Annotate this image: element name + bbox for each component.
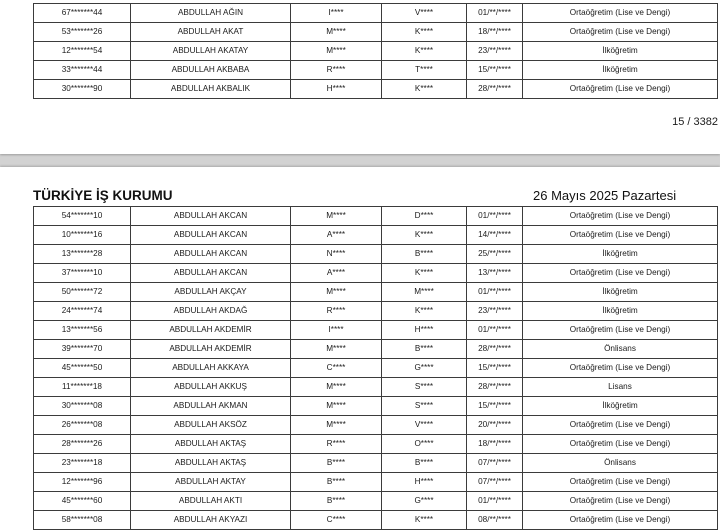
full-name-cell: ABDULLAH AKCAN [131, 264, 291, 283]
full-name-cell: ABDULLAH AKTAŞ [131, 435, 291, 454]
birth-date-cell: 01/**/**** [467, 283, 523, 302]
full-name-cell: ABDULLAH AKMAN [131, 397, 291, 416]
id-number-cell: 13*******56 [34, 321, 131, 340]
education-cell: İlköğretim [523, 61, 718, 80]
full-name-cell: ABDULLAH AKSÖZ [131, 416, 291, 435]
mother-name-cell: M**** [382, 283, 467, 302]
mother-name-cell: K**** [382, 302, 467, 321]
mother-name-cell: S**** [382, 397, 467, 416]
birth-date-cell: 07/**/**** [467, 473, 523, 492]
education-cell: Ortaöğretim (Lise ve Dengi) [523, 321, 718, 340]
table-row [34, 511, 718, 530]
education-cell: Ortaöğretim (Lise ve Dengi) [523, 511, 718, 530]
birth-date-cell: 20/**/**** [467, 416, 523, 435]
full-name-cell: ABDULLAH AKATAY [131, 42, 291, 61]
education-cell: İlköğretim [523, 245, 718, 264]
table-row [34, 454, 718, 473]
father-name-cell: M**** [291, 340, 382, 359]
id-number-cell: 53*******26 [34, 23, 131, 42]
birth-date-cell: 23/**/**** [467, 42, 523, 61]
education-cell: Önlisans [523, 340, 718, 359]
mother-name-cell: G**** [382, 492, 467, 511]
father-name-cell: I**** [291, 4, 382, 23]
mother-name-cell: O**** [382, 435, 467, 454]
father-name-cell: R**** [291, 435, 382, 454]
mother-name-cell: H**** [382, 321, 467, 340]
id-number-cell: 54*******10 [34, 207, 131, 226]
education-cell: Ortaöğretim (Lise ve Dengi) [523, 416, 718, 435]
father-name-cell: M**** [291, 23, 382, 42]
full-name-cell: ABDULLAH AKAT [131, 23, 291, 42]
full-name-cell: ABDULLAH AKYAZI [131, 511, 291, 530]
birth-date-cell: 01/**/**** [467, 321, 523, 340]
mother-name-cell: V**** [382, 4, 467, 23]
full-name-cell: ABDULLAH AKDEMİR [131, 340, 291, 359]
father-name-cell: B**** [291, 473, 382, 492]
full-name-cell: ABDULLAH AKÇAY [131, 283, 291, 302]
mother-name-cell: V**** [382, 416, 467, 435]
table-row [34, 42, 718, 61]
birth-date-cell: 15/**/**** [467, 61, 523, 80]
education-cell: İlköğretim [523, 302, 718, 321]
father-name-cell: A**** [291, 264, 382, 283]
id-number-cell: 28*******26 [34, 435, 131, 454]
father-name-cell: N**** [291, 245, 382, 264]
father-name-cell: M**** [291, 416, 382, 435]
father-name-cell: R**** [291, 61, 382, 80]
full-name-cell: ABDULLAH AKTAŞ [131, 454, 291, 473]
id-number-cell: 12*******96 [34, 473, 131, 492]
birth-date-cell: 01/**/**** [467, 492, 523, 511]
education-cell: Ortaöğretim (Lise ve Dengi) [523, 492, 718, 511]
father-name-cell: A**** [291, 226, 382, 245]
table-row [34, 435, 718, 454]
mother-name-cell: B**** [382, 454, 467, 473]
table-row [34, 378, 718, 397]
id-number-cell: 12*******54 [34, 42, 131, 61]
full-name-cell: ABDULLAH AKBABA [131, 61, 291, 80]
table-row [34, 23, 718, 42]
records-table [33, 206, 718, 530]
birth-date-cell: 13/**/**** [467, 264, 523, 283]
education-cell: Ortaöğretim (Lise ve Dengi) [523, 264, 718, 283]
education-cell: Lisans [523, 378, 718, 397]
birth-date-cell: 23/**/**** [467, 302, 523, 321]
table-row [34, 4, 718, 23]
table-row [34, 283, 718, 302]
page-number: 15 / 3382 [672, 116, 718, 128]
father-name-cell: M**** [291, 378, 382, 397]
birth-date-cell: 18/**/**** [467, 23, 523, 42]
education-cell: Ortaöğretim (Lise ve Dengi) [523, 359, 718, 378]
birth-date-cell: 28/**/**** [467, 378, 523, 397]
table-row [34, 492, 718, 511]
education-cell: Ortaöğretim (Lise ve Dengi) [523, 80, 718, 99]
organization-title: TÜRKİYE İŞ KURUMU [33, 188, 173, 203]
table-row [34, 473, 718, 492]
father-name-cell: I**** [291, 321, 382, 340]
full-name-cell: ABDULLAH AKTI [131, 492, 291, 511]
id-number-cell: 45*******50 [34, 359, 131, 378]
table-row [34, 321, 718, 340]
mother-name-cell: K**** [382, 511, 467, 530]
table-row [34, 397, 718, 416]
report-date: 26 Mayıs 2025 Pazartesi [533, 188, 677, 203]
id-number-cell: 24*******74 [34, 302, 131, 321]
table-row [34, 207, 718, 226]
birth-date-cell: 28/**/**** [467, 80, 523, 99]
pdf-page-lower [0, 167, 720, 530]
table-row [34, 80, 718, 99]
full-name-cell: ABDULLAH AKKAYA [131, 359, 291, 378]
father-name-cell: C**** [291, 511, 382, 530]
father-name-cell: H**** [291, 80, 382, 99]
birth-date-cell: 15/**/**** [467, 397, 523, 416]
birth-date-cell: 01/**/**** [467, 4, 523, 23]
education-cell: Önlisans [523, 454, 718, 473]
education-cell: Ortaöğretim (Lise ve Dengi) [523, 226, 718, 245]
education-cell: İlköğretim [523, 397, 718, 416]
birth-date-cell: 15/**/**** [467, 359, 523, 378]
education-cell: Ortaöğretim (Lise ve Dengi) [523, 435, 718, 454]
table-row [34, 61, 718, 80]
mother-name-cell: D**** [382, 207, 467, 226]
pdf-page-upper [0, 0, 720, 154]
id-number-cell: 30*******08 [34, 397, 131, 416]
id-number-cell: 10*******16 [34, 226, 131, 245]
father-name-cell: C**** [291, 359, 382, 378]
id-number-cell: 33*******44 [34, 61, 131, 80]
table-row [34, 226, 718, 245]
father-name-cell: B**** [291, 492, 382, 511]
mother-name-cell: T**** [382, 61, 467, 80]
id-number-cell: 11*******18 [34, 378, 131, 397]
table-row [34, 416, 718, 435]
mother-name-cell: H**** [382, 473, 467, 492]
full-name-cell: ABDULLAH AKDEMİR [131, 321, 291, 340]
id-number-cell: 23*******18 [34, 454, 131, 473]
full-name-cell: ABDULLAH AKCAN [131, 226, 291, 245]
table-row [34, 302, 718, 321]
father-name-cell: R**** [291, 302, 382, 321]
birth-date-cell: 28/**/**** [467, 340, 523, 359]
father-name-cell: M**** [291, 283, 382, 302]
full-name-cell: ABDULLAH AĞIN [131, 4, 291, 23]
id-number-cell: 37*******10 [34, 264, 131, 283]
father-name-cell: B**** [291, 454, 382, 473]
mother-name-cell: K**** [382, 23, 467, 42]
full-name-cell: ABDULLAH AKTAY [131, 473, 291, 492]
full-name-cell: ABDULLAH AKKUŞ [131, 378, 291, 397]
table-row [34, 359, 718, 378]
id-number-cell: 13*******28 [34, 245, 131, 264]
education-cell: Ortaöğretim (Lise ve Dengi) [523, 473, 718, 492]
mother-name-cell: B**** [382, 340, 467, 359]
birth-date-cell: 08/**/**** [467, 511, 523, 530]
mother-name-cell: K**** [382, 226, 467, 245]
mother-name-cell: K**** [382, 42, 467, 61]
father-name-cell: M**** [291, 207, 382, 226]
id-number-cell: 30*******90 [34, 80, 131, 99]
father-name-cell: M**** [291, 42, 382, 61]
mother-name-cell: K**** [382, 80, 467, 99]
id-number-cell: 67*******44 [34, 4, 131, 23]
id-number-cell: 45*******60 [34, 492, 131, 511]
records-table-body [34, 4, 718, 99]
table-row [34, 245, 718, 264]
full-name-cell: ABDULLAH AKCAN [131, 245, 291, 264]
table-row [34, 264, 718, 283]
father-name-cell: M**** [291, 397, 382, 416]
mother-name-cell: K**** [382, 264, 467, 283]
mother-name-cell: S**** [382, 378, 467, 397]
records-table-body [34, 207, 718, 530]
records-table [33, 3, 718, 99]
table-row [34, 340, 718, 359]
education-cell: Ortaöğretim (Lise ve Dengi) [523, 4, 718, 23]
full-name-cell: ABDULLAH AKBALIK [131, 80, 291, 99]
mother-name-cell: B**** [382, 245, 467, 264]
id-number-cell: 39*******70 [34, 340, 131, 359]
education-cell: Ortaöğretim (Lise ve Dengi) [523, 23, 718, 42]
birth-date-cell: 07/**/**** [467, 454, 523, 473]
education-cell: Ortaöğretim (Lise ve Dengi) [523, 207, 718, 226]
birth-date-cell: 18/**/**** [467, 435, 523, 454]
birth-date-cell: 25/**/**** [467, 245, 523, 264]
id-number-cell: 50*******72 [34, 283, 131, 302]
mother-name-cell: G**** [382, 359, 467, 378]
birth-date-cell: 01/**/**** [467, 207, 523, 226]
education-cell: İlköğretim [523, 42, 718, 61]
birth-date-cell: 14/**/**** [467, 226, 523, 245]
id-number-cell: 26*******08 [34, 416, 131, 435]
id-number-cell: 58*******08 [34, 511, 131, 530]
full-name-cell: ABDULLAH AKDAĞ [131, 302, 291, 321]
education-cell: İlköğretim [523, 283, 718, 302]
full-name-cell: ABDULLAH AKCAN [131, 207, 291, 226]
